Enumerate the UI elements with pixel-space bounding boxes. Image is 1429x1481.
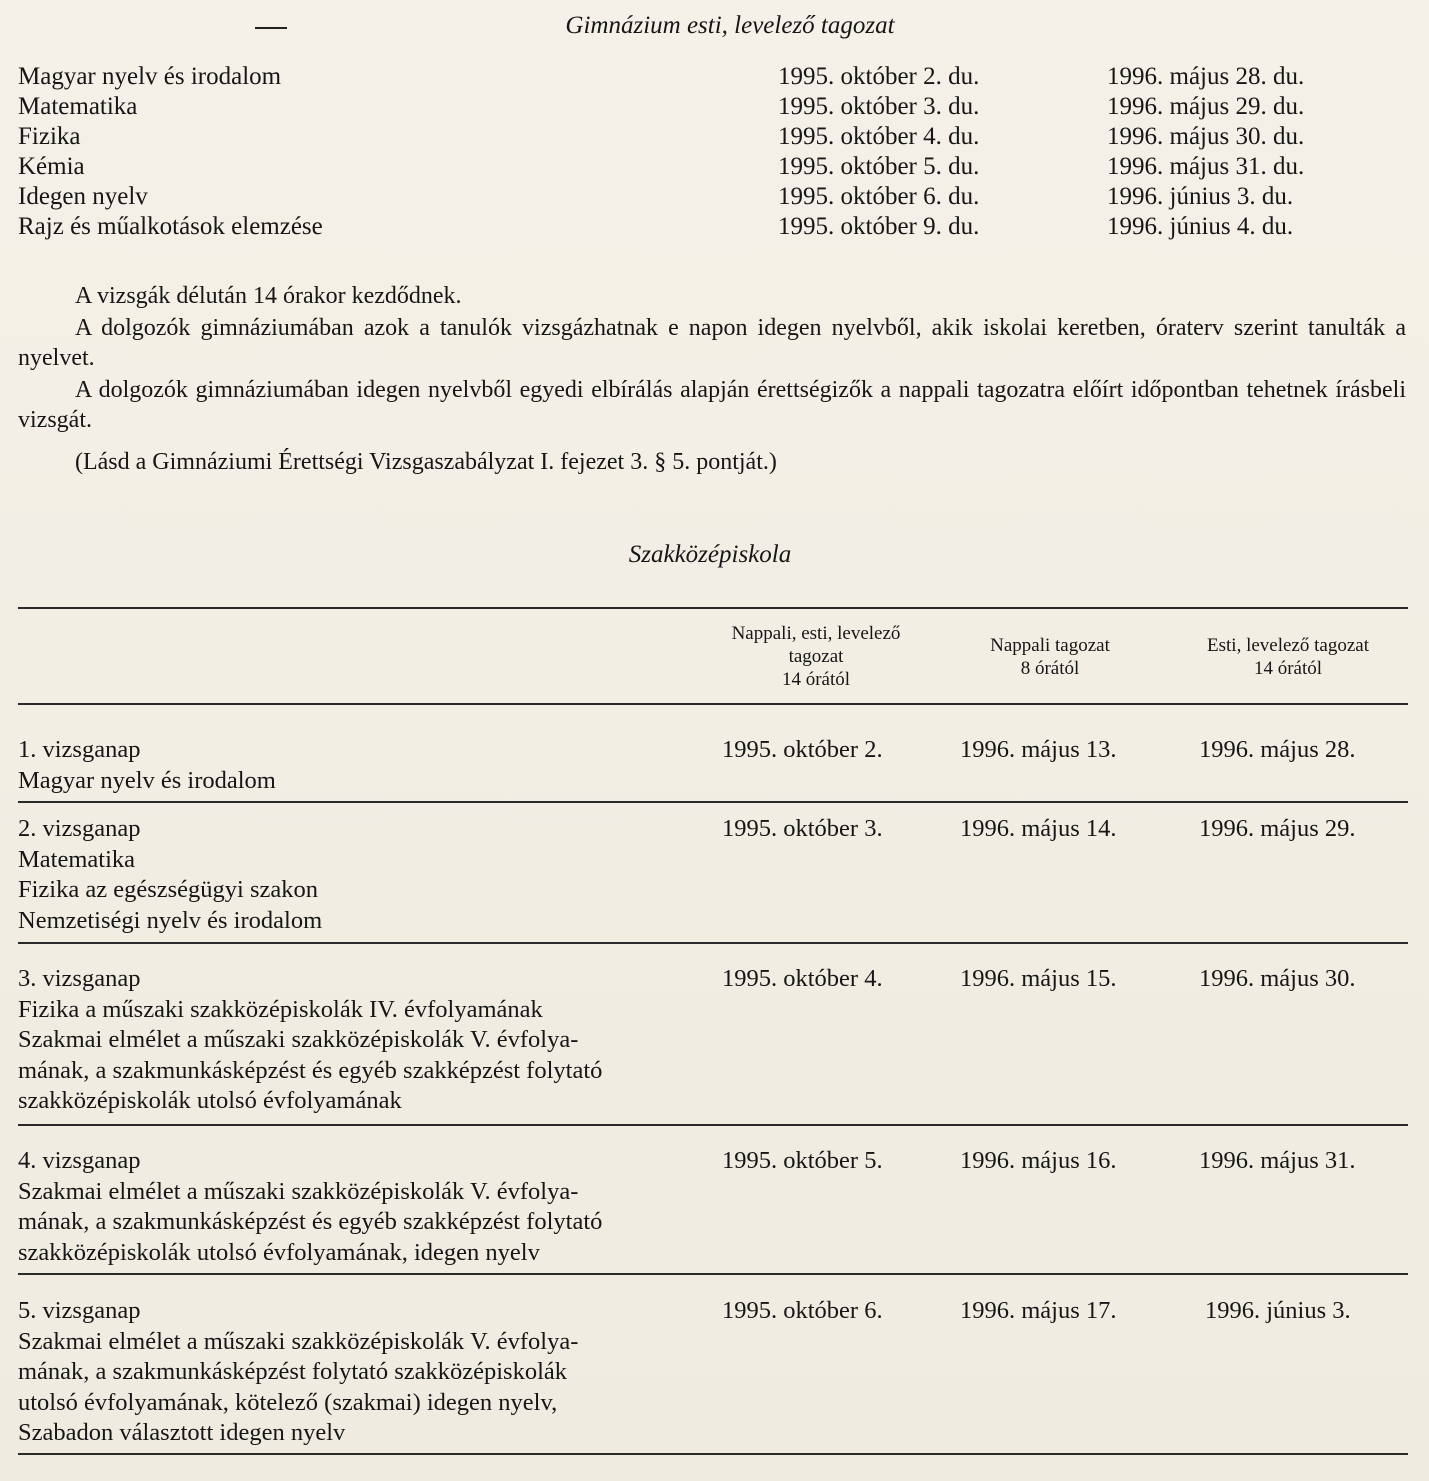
note-regulation-reference: (Lásd a Gimnáziumi Érettségi Vizsgaszabályzat I. fejezet 3. § 5. pontját.) [75, 449, 777, 475]
date-evening-section: 1996. május 29. [1199, 815, 1356, 842]
column-header-all-sections: Nappali, esti, levelező tagozat 14 órától [731, 623, 901, 690]
header-bottom-rule [18, 703, 1408, 705]
date-day-section: 1996. május 14. [960, 815, 1117, 842]
row-rule [18, 1273, 1408, 1275]
date-spring: 1996. június 4. du. [1107, 213, 1294, 240]
row-rule [18, 1124, 1408, 1126]
date-spring: 1996. május 31. du. [1107, 153, 1305, 180]
schedule-row [18, 92, 1418, 122]
subject: Kémia [18, 153, 85, 180]
subject: Rajz és műalkotások elemzése [18, 213, 323, 240]
note-language-curriculum: A dolgozók gimnáziumában azok a tanulók vizsgázhatnak e napon idegen nyelvből, akik iskolai keretben, óraterv szerint tanulták a nyelvet. [18, 315, 1406, 371]
schedule-row [18, 62, 1418, 92]
subject: Magyar nyelv és irodalom [18, 63, 282, 90]
date-day-section: 1996. május 17. [960, 1297, 1117, 1324]
date-day-section: 1996. május 15. [960, 965, 1117, 992]
date-spring: 1996. május 30. du. [1107, 123, 1305, 150]
date-evening-section: 1996. június 3. [1205, 1297, 1351, 1324]
date-evening-section: 1996. május 31. [1199, 1147, 1356, 1174]
date-spring: 1996. május 29. du. [1107, 93, 1305, 120]
date-autumn: 1995. október 6. [722, 1297, 883, 1324]
row-rule [18, 801, 1408, 803]
date-autumn: 1995. október 4. du. [778, 123, 980, 150]
exam-day-description: 1. vizsganap Magyar nyelv és irodalom [18, 736, 276, 794]
header-dash [255, 27, 287, 29]
subject: Idegen nyelv [18, 183, 148, 210]
subject: Fizika [18, 123, 81, 150]
date-spring: 1996. június 3. du. [1107, 183, 1294, 210]
date-autumn: 1995. október 3. [722, 815, 883, 842]
subject: Matematika [18, 93, 138, 120]
exam-day-description: 5. vizsganap Szakmai elmélet a műszaki szakközépiskolák V. évfolya- mának, a szakmunkásképzést folytató szakközépiskolák utolsó évfolyamának, kötelező (szakmai) idegen nyelv, Szabadon választott idegen nyelv [18, 1297, 579, 1446]
szakkozep-title: Szakközépiskola [628, 541, 792, 568]
date-autumn: 1995. október 9. du. [778, 213, 980, 240]
table-bottom-rule [18, 1453, 1408, 1455]
exam-day-description: 3. vizsganap Fizika a műszaki szakközépiskolák IV. évfolyamának Szakmai elmélet a műszaki szakközépiskolák V. évfolya- mának, a szakmunkásképzést és egyéb szakképzést folytató szakközépiskolák utolsó évfolyamának [18, 965, 603, 1114]
exam-day-description: 4. vizsganap Szakmai elmélet a műszaki szakközépiskolák V. évfolya- mának, a szakmunkásképzést és egyéb szakképzést folytató szakközépiskolák utolsó évfolyamának, idegen nyelv [18, 1147, 603, 1266]
date-autumn: 1995. október 2. [722, 736, 883, 763]
date-autumn: 1995. október 2. du. [778, 63, 980, 90]
date-autumn: 1995. október 5. [722, 1147, 883, 1174]
row-rule [18, 942, 1408, 944]
date-evening-section: 1996. május 28. [1199, 736, 1356, 763]
schedule-row [18, 122, 1418, 152]
table-top-rule [18, 607, 1408, 609]
date-autumn: 1995. október 3. du. [778, 93, 980, 120]
date-autumn: 1995. október 4. [722, 965, 883, 992]
date-spring: 1996. május 28. du. [1107, 63, 1305, 90]
schedule-row [18, 212, 1418, 242]
date-autumn: 1995. október 5. du. [778, 153, 980, 180]
gimnazium-title: Gimnázium esti, levelező tagozat [565, 12, 895, 39]
column-header-day-section: Nappali tagozat 8 órától [990, 635, 1110, 679]
date-evening-section: 1996. május 30. [1199, 965, 1356, 992]
schedule-row [18, 182, 1418, 212]
date-day-section: 1996. május 16. [960, 1147, 1117, 1174]
date-day-section: 1996. május 13. [960, 736, 1117, 763]
schedule-row [18, 152, 1418, 182]
column-header-evening-section: Esti, levelező tagozat 14 órától [1207, 635, 1369, 679]
date-autumn: 1995. október 6. du. [778, 183, 980, 210]
exam-day-description: 2. vizsganap Matematika Fizika az egészségügyi szakon Nemzetiségi nyelv és irodalom [18, 815, 323, 934]
note-individual-assessment: A dolgozók gimnáziumában idegen nyelvből egyedi elbírálás alapján érettségizők a nappali tagozatra előírt időpontban tehetnek írásbeli vizsgát. [18, 377, 1406, 433]
note-start-time: A vizsgák délután 14 órakor kezdődnek. [75, 283, 462, 309]
